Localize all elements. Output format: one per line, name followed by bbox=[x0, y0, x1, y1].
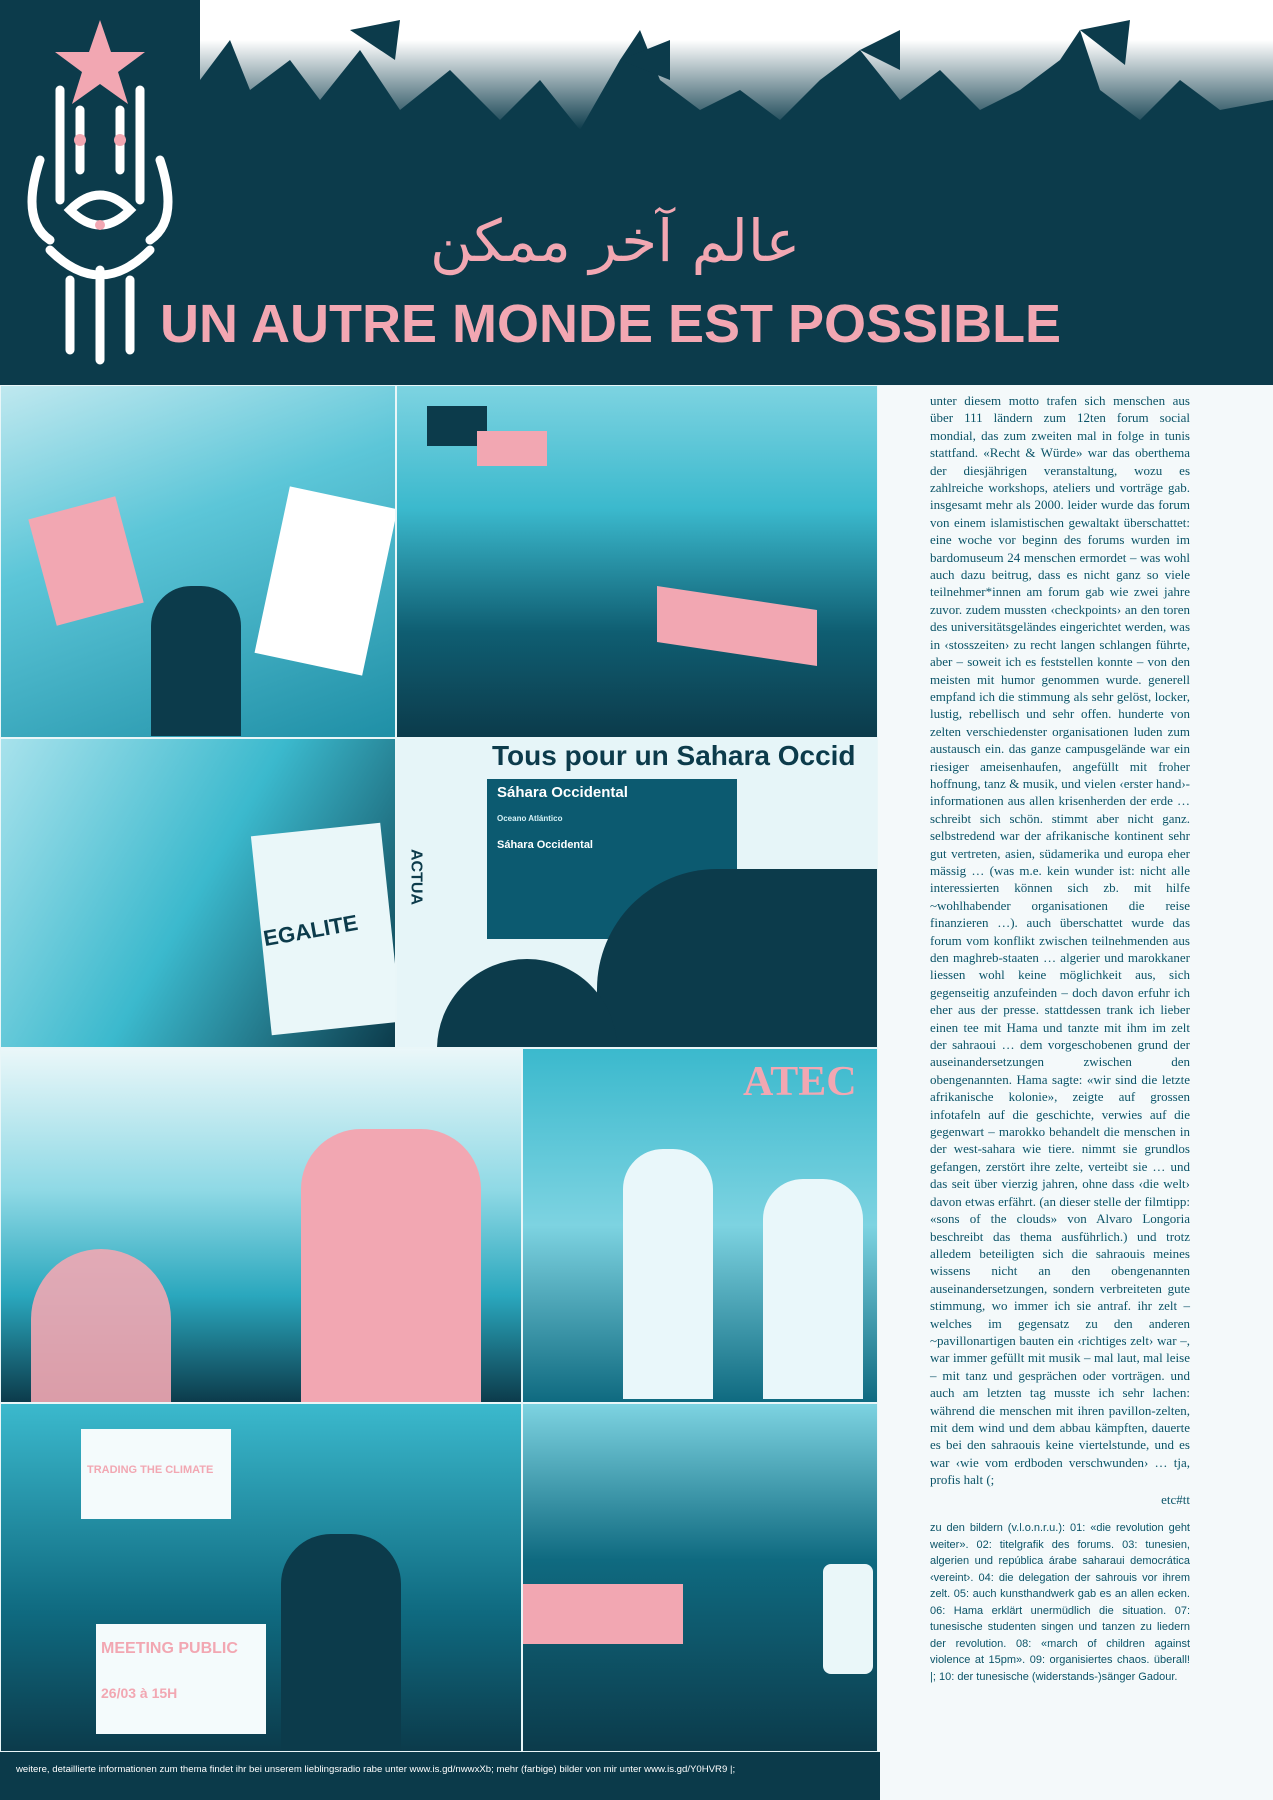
map-title-text: Sáhara Occidental bbox=[497, 784, 628, 801]
photo-side-text: ACTUA bbox=[407, 849, 425, 905]
photo-09-organized-chaos bbox=[0, 1403, 522, 1752]
photo-01-revolution bbox=[0, 385, 396, 738]
map-ocean-text: Oceano Atlántico bbox=[497, 814, 563, 823]
article-column bbox=[930, 392, 1190, 1685]
photo-bag-text: EGALITE bbox=[261, 909, 360, 952]
footer-text: weitere, detaillierte informationen zum thema findet ihr bei unserem lieblingsradio rabe unter www.is.gd/nwwxXb; mehr (farbige) bilder von mir unter www.is.gd/Y0HVR9 |; bbox=[16, 1764, 736, 1775]
photo-08-children-march bbox=[522, 1048, 878, 1403]
article-signature: etc#tt bbox=[1161, 1491, 1190, 1507]
meeting-date-text: 26/03 à 15H bbox=[101, 1685, 178, 1701]
poster-header bbox=[0, 0, 1273, 385]
image-captions: zu den bildern (v.l.o.n.r.u.): 01: «die revolution geht weiter». 02: titelgrafik des forums. 03: tunesien, algerien und república árabe saharaui democrática ‹vereint›. 04: die delegation der sahrouis vor ihrem zelt. 05: auch kunsthandwerk gab es an allen ecken. 06: Hama erklärt unermüdlich die situation. 07: tunesische studenten singen und tanzen zu liedern der revolution. 08: «march of children against violence at 15pm». 09: organisiertes chaos. überall! |; 10: der tunesische (widerstands-)sänger Gadour. bbox=[930, 1522, 1190, 1683]
photo-03-flags-group bbox=[396, 385, 878, 738]
poster-title: UN AUTRE MONDE EST POSSIBLE bbox=[160, 294, 1062, 354]
photo-10-gadour-singer bbox=[522, 1403, 878, 1752]
atec-banner-text: ATEC bbox=[743, 1059, 857, 1105]
photo-06-hama-map bbox=[396, 738, 878, 1048]
map-label-text: Sáhara Occidental bbox=[497, 839, 593, 851]
photo-sign-text: Tous pour un Sahara Occid bbox=[492, 740, 856, 771]
article-body: unter diesem motto trafen sich menschen aus über 111 ländern zum 12ten forum social mondial, das zum zweiten mal in folge in tunis stattfand. «Recht & Würde» war das oberthema der diesjährigen veranstaltung, wozu es zahlreiche workshops, ateliers und vorträge gab. insgesamt mehr als 2000. leider wurde das forum von einem islamistischen gewaltakt überschattet: eine woche vor beginn des forums wurden im bardomuseum 24 menschen ermordet – was wohl auch dazu beitrug, dass es nicht ganz so viele teilnehmer*innen am forum gab wie zwei jahre zuvor. zudem mussten ‹checkpoints› an den toren des universitätsgeländes eingerichtet werden, was in ‹stosszeiten› zu recht langen schlangen führte, aber – soweit ich es feststellen konnte – von den meisten mit humor genommen wurde. generell empfand ich die stimmung als sehr gelöst, locker, lustig, rebellisch und sehr offen. hunderte von zelten verschiedenster organisationen luden zum austausch ein. das ganze campusgelände war ein riesiger ameisenhaufen, angefüllt mit froher hoffnung, tanz & musik, und vielen ‹erster hand›-informationen aus allen krisenherden der erde … schreibt sich schön. stimmt aber nicht ganz. selbstredend war der afrikanische kontinent sehr gut vertreten, asien, südamerika und europa eher mässig … (was m.e. kein wunder ist: nicht alle interessierten können sich zb. mit hilfe ~wohlhabender organisationen die reise finanzieren …). auch überschattet wurde das forum vom konflikt zwischen teilnehmenden aus den maghreb-staaten … algerier und marokkaner liessen wohl keine möglichkeit aus, sich gegenseitig anzufeinden – doch davon erfuhr ich eher aus der presse. stattdessen trank ich lieber einen tee mit Hama und tanzte mit ihm im zelt der sahraoui … dem vorgeschobenen grund der auseinandersetzungen zwischen den obengenannten. Hama sagte: «wir sind die letzte afrikanische kolonie», zeigte auf grossen infotafeln auf die geschichte, verwies auf die gegenwart – marokko behandelt die menschen in der west-sahara wie tiere. nimmt sie grundlos gefangen, zerstört ihre zelte, verteibt sie … und das seit über vierzig jahren, ohne dass ‹die welt› davon etwas erfährt. (an dieser stelle der filmtipp: «sons of the clouds» von Alvaro Longoria beschreibt das thema ausführlich.) und trotz alledem beteiligten sich die sahraouis meines wissens nicht an den obengenannten auseinandersetzungen, sondern verbreiteten gute stimmung, wo immer ich sie antraf. ihr zelt – welches im gegensatz zu den anderen ~pavillonartigen bauten ein ‹richtiges zelt› war –, war immer gefüllt mit musik – mal laut, mal leise – mit tanz und gesprächen oder vorträgen. und auch am letzten tag musste ich sehr lachen: während die menschen mit ihren pavillon-zelten, mit dem wind und dem abbau kämpften, dauerte es bei den sahraouis keine viertelstunde, und es war ‹wie vom erdboden verschwunden› … tja, profis halt (; bbox=[930, 393, 1190, 1488]
crowd-silhouette-graphic bbox=[200, 20, 1273, 220]
trading-climate-sign-text: TRADING THE CLIMATE bbox=[87, 1464, 214, 1476]
photo-05-handicraft bbox=[0, 738, 396, 1048]
photo-07-students-dancing bbox=[0, 1048, 522, 1403]
arabic-title: عالم آخر ممكن bbox=[430, 207, 801, 275]
meeting-public-sign-text: MEETING PUBLIC bbox=[101, 1640, 238, 1657]
footer-info-bar bbox=[0, 1752, 880, 1800]
